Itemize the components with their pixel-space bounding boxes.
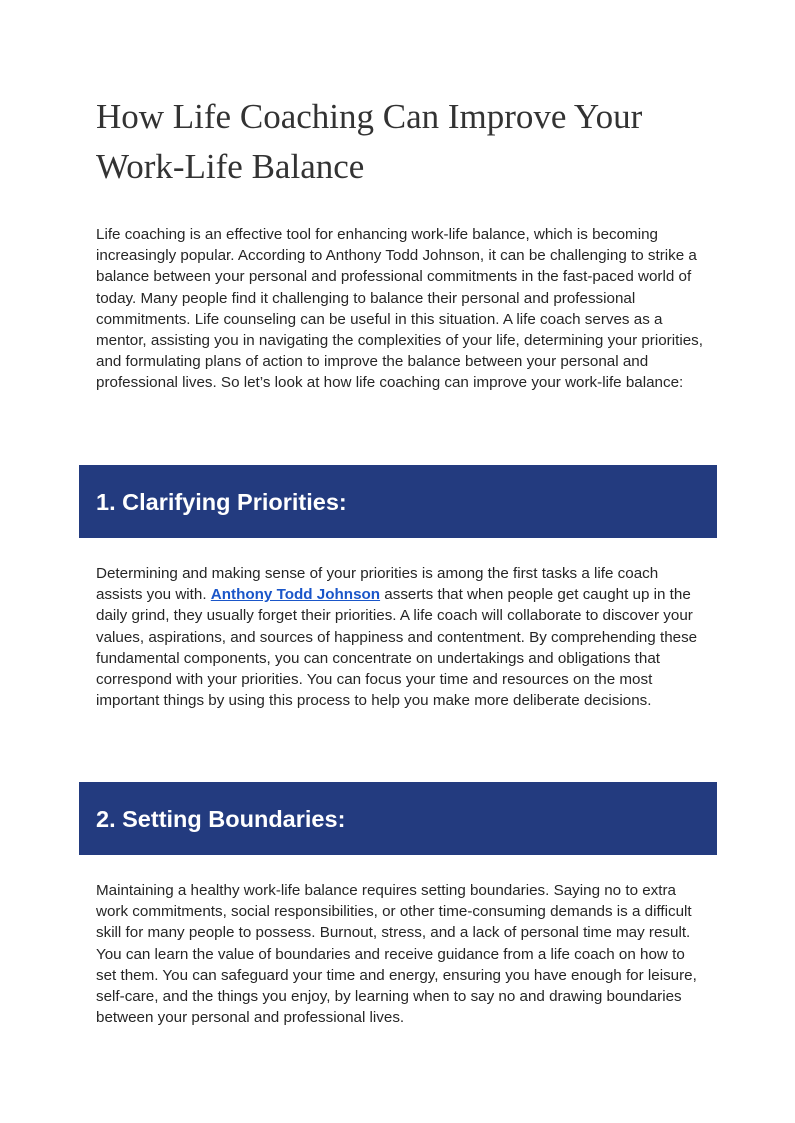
section-heading-band-1 — [79, 465, 717, 538]
section-heading-1: 1. Clarifying Priorities: — [96, 488, 347, 515]
paragraph-text-segment: asserts that when people get caught up in the daily grind, they usually forget their priorities. A life coach will collaborate to discover your values, aspirations, and sources of happiness and contentment. By comprehending these fundamental components, you can concentrate on undertakings and obligations that correspond with your priorities. You can focus your time and resources on the most important things by using this process to help you make more deliberate decisions. — [96, 586, 698, 710]
section-heading-2: 2. Setting Boundaries: — [96, 805, 346, 832]
paragraph-text-segment: Determining and making sense of your priorities is among the first tasks a life coach assists you with. — [96, 565, 659, 604]
page-title: How Life Coaching Can Improve Your Work-Life Balance — [96, 97, 643, 186]
author-link[interactable]: Anthony Todd Johnson — [210, 586, 381, 604]
section-paragraph-1 — [96, 563, 708, 711]
section-heading-band-2 — [79, 782, 717, 855]
intro-paragraph: Life coaching is an effective tool for enhancing work-life balance, which is becoming increasingly popular. According to Anthony Todd Johnson, it can be challenging to strike a balance between your personal and professional commitments in the fast-paced world of today. Many people find it challenging to balance their personal and professional commitments. Life counseling can be useful in this situation. A life coach serves as a mentor, assisting you in navigating the complexities of your life, determining your priorities, and formulating plans of action to improve the balance between your personal and professional lives. So let’s look at how life coaching can improve your work-life balance: — [96, 226, 703, 392]
section-paragraph-2: Maintaining a healthy work-life balance requires setting boundaries. Saying no to extra work commitments, social responsibilities, or other time-consuming demands is a difficult skill for many people to possess. Burnout, stress, and a lack of personal time may result. You can learn the value of boundaries and receive guidance from a life coach on how to set them. You can safeguard your time and energy, ensuring you have enough for leisure, self-care, and the things you enjoy, by learning when to say no and drawing boundaries between your personal and professional lives. — [96, 882, 697, 1027]
